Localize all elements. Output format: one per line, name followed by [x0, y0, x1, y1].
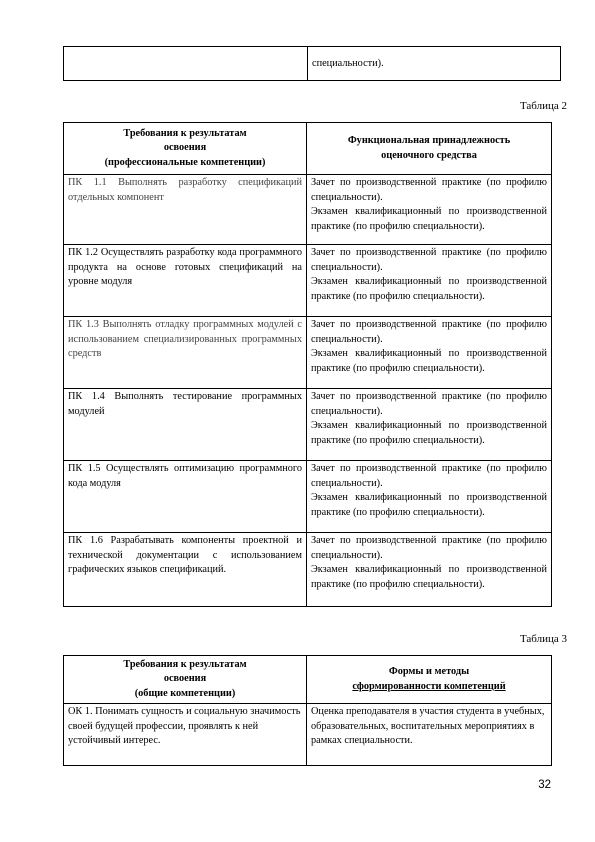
table-row [64, 175, 552, 245]
header-line: сформированности компетенций [352, 680, 506, 692]
header-line: оценочного средства [381, 149, 477, 161]
assessment-text: Зачет по производственной практике (по профилю специальности). [311, 177, 547, 203]
top-table-left-cell [64, 47, 308, 81]
assessment-cell [307, 533, 552, 607]
assessment-text: Зачет по производственной практике (по профилю специальности). [311, 319, 547, 345]
page-number: 32 [538, 779, 551, 791]
table-row [64, 389, 552, 461]
assessment-cell: Оценка преподавателя в участия студента в учебных, образовательных, воспитательных мероприятиях в рамках специальности. [307, 704, 552, 766]
assessment-text: Зачет по производственной практике (по профилю специальности). [311, 535, 547, 561]
table3 [63, 655, 552, 766]
header-line: освоения [163, 673, 207, 685]
assessment-cell [307, 317, 552, 389]
table-row [64, 533, 552, 607]
competency-cell: ПК 1.3 Выполнять отладку программных модулей с использованием специализированных программных средств [64, 317, 307, 389]
table2-header-right [307, 123, 552, 175]
header-line: Функциональная принадлежность [347, 134, 511, 146]
assessment-cell [307, 389, 552, 461]
header-line: (профессиональные компетенции) [104, 156, 266, 168]
table-row [64, 245, 552, 317]
assessment-text: Экзамен квалификационный по производственной практике (по профилю специальности). [311, 348, 547, 374]
table-row [64, 317, 552, 389]
competency-cell: ПК 1.5 Осуществлять оптимизацию программного кода модуля [64, 461, 307, 533]
assessment-text: Экзамен квалификационный по производственной практике (по профилю специальности). [311, 492, 547, 518]
top-table [63, 46, 561, 81]
competency-cell: ПК 1.4 Выполнять тестирование программных модулей [64, 389, 307, 461]
assessment-cell [307, 175, 552, 245]
assessment-text: Экзамен квалификационный по производственной практике (по профилю специальности). [311, 564, 547, 590]
table-row [64, 704, 552, 766]
table2-header-left [64, 123, 307, 175]
assessment-cell [307, 461, 552, 533]
assessment-cell [307, 245, 552, 317]
competency-cell: ПК 1.6 Разрабатывать компоненты проектной и технической документации с использованием графических языков спецификаций. [64, 533, 307, 607]
table3-header-right [307, 656, 552, 704]
competency-cell: ПК 1.2 Осуществлять разработку кода программного продукта на основе готовых спецификаций на уровне модуля [64, 245, 307, 317]
assessment-text: Зачет по производственной практике (по профилю специальности). [311, 391, 547, 417]
header-line: Требования к результатам [123, 127, 247, 139]
competency-cell: ПК 1.1 Выполнять разработку спецификаций отдельных компонент [64, 175, 307, 245]
assessment-text: Экзамен квалификационный по производственной практике (по профилю специальности). [311, 276, 547, 302]
header-line: Формы и методы [388, 665, 470, 677]
table3-header-row [64, 656, 552, 704]
competency-cell: ОК 1. Понимать сущность и социальную значимость своей будущей профессии, проявлять к ней устойчивый интерес. [64, 704, 307, 766]
assessment-text: Экзамен квалификационный по производственной практике (по профилю специальности). [311, 420, 547, 446]
header-line: освоения [163, 142, 207, 154]
table2 [63, 122, 552, 607]
top-table-right-cell [308, 47, 561, 81]
top-table-cell-text: специальности). [312, 58, 384, 69]
header-line: (общие компетенции) [134, 687, 236, 699]
table3-header-left [64, 656, 307, 704]
table2-caption: Таблица 2 [519, 100, 567, 112]
header-line: Требования к результатам [123, 658, 247, 670]
table-row [64, 461, 552, 533]
assessment-text: Экзамен квалификационный по производственной практике (по профилю специальности). [311, 206, 547, 232]
table2-header-row [64, 123, 552, 175]
assessment-text: Зачет по производственной практике (по профилю специальности). [311, 247, 547, 273]
table3-caption: Таблица 3 [519, 633, 567, 645]
assessment-text: Зачет по производственной практике (по профилю специальности). [311, 463, 547, 489]
